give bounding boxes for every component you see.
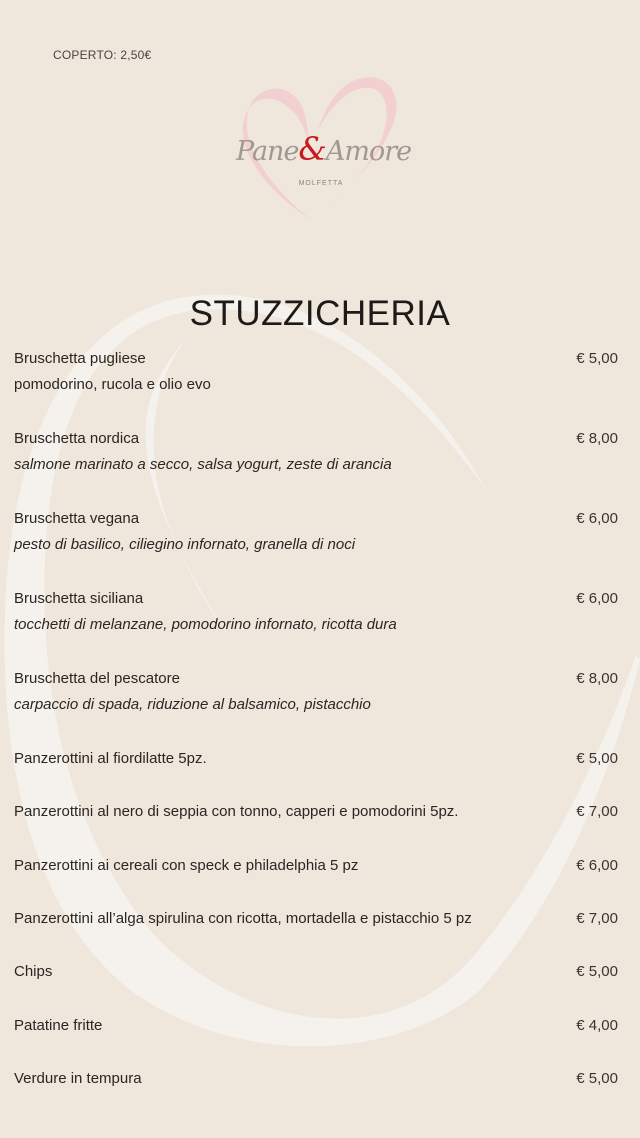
cover-charge: COPERTO: 2,50€ [53, 48, 152, 62]
menu-item [14, 1017, 620, 1034]
item-name: Verdure in tempura [14, 1070, 142, 1087]
menu-item [14, 750, 620, 767]
menu-item [14, 590, 620, 633]
item-name: Panzerottini ai cereali con speck e philadelphia 5 pz [14, 857, 359, 874]
item-price: € 5,00 [576, 1070, 618, 1087]
logo-ampersand: & [298, 130, 326, 168]
section-title: STUZZICHERIA [189, 294, 451, 334]
item-description: pesto di basilico, ciliegino infornato, granella di noci [14, 536, 356, 553]
menu-item [14, 670, 620, 713]
item-price: € 4,00 [576, 1017, 618, 1034]
item-price: € 5,00 [576, 750, 618, 767]
item-name: Panzerottini al nero di seppia con tonno, capperi e pomodorini 5pz. [14, 803, 459, 820]
item-price: € 6,00 [576, 857, 618, 874]
menu-item [14, 1070, 620, 1087]
item-name: Bruschetta nordica [14, 430, 140, 447]
item-price: € 7,00 [576, 803, 618, 820]
item-name: Bruschetta siciliana [14, 590, 144, 607]
item-name: Panzerottini all’alga spirulina con ricotta, mortadella e pistacchio 5 pz [14, 910, 472, 927]
item-price: € 6,00 [576, 510, 618, 527]
restaurant-logo [236, 70, 412, 230]
item-description: tocchetti di melanzane, pomodorino infornato, ricotta dura [14, 616, 397, 633]
item-description: carpaccio di spada, riduzione al balsamico, pistacchio [14, 696, 371, 713]
item-name: Patatine fritte [14, 1017, 103, 1034]
item-price: € 7,00 [576, 910, 618, 927]
menu-item [14, 857, 620, 874]
item-price: € 5,00 [576, 963, 618, 980]
menu-item [14, 350, 620, 393]
item-price: € 8,00 [576, 670, 618, 687]
item-name: Bruschetta vegana [14, 510, 140, 527]
item-name: Chips [14, 963, 53, 980]
item-name: Bruschetta del pescatore [14, 670, 180, 687]
item-price: € 5,00 [576, 350, 618, 367]
item-name: Panzerottini al fiordilatte 5pz. [14, 750, 207, 767]
menu-item [14, 510, 620, 553]
item-price: € 6,00 [576, 590, 618, 607]
menu-item [14, 803, 620, 820]
menu-item [14, 963, 620, 980]
menu-item [14, 430, 620, 473]
menu-item [14, 910, 620, 927]
item-description: salmone marinato a secco, salsa yogurt, zeste di arancia [14, 456, 392, 473]
item-name: Bruschetta pugliese [14, 350, 146, 367]
item-description: pomodorino, rucola e olio evo [14, 376, 211, 393]
logo-wordmark: Pane&Amore [236, 130, 412, 168]
logo-location: MOLFETTA [298, 180, 344, 187]
item-price: € 8,00 [576, 430, 618, 447]
